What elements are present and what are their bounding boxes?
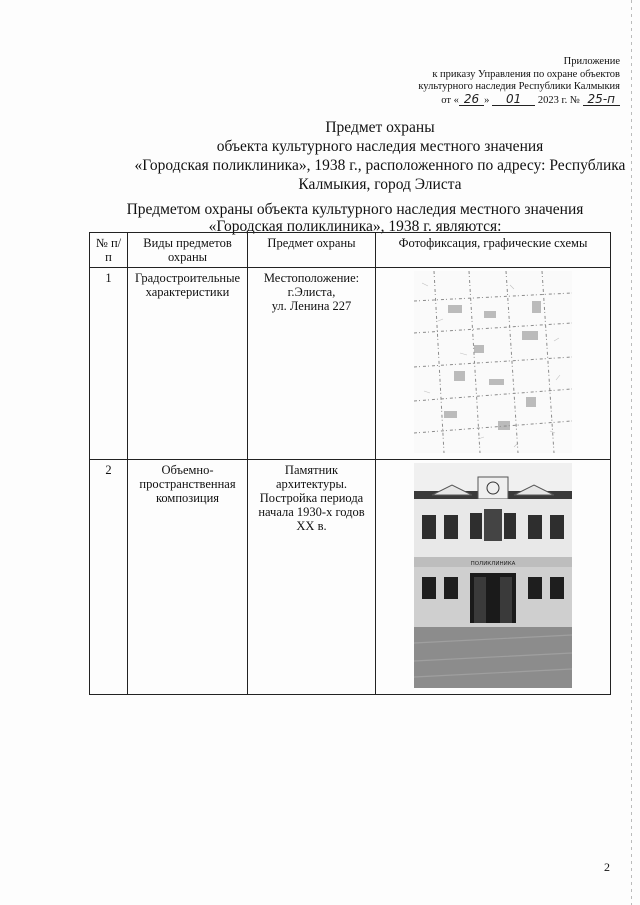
title-line: объекта культурного наследия местного значения (216, 138, 544, 155)
row-photo (376, 268, 611, 460)
table-header-row (90, 233, 611, 268)
row-kind: Объемно-пространственная композиция (128, 460, 248, 695)
row-num: 1 (90, 268, 128, 460)
protection-table (89, 232, 611, 695)
annex-line: Приложение (563, 56, 620, 67)
photo-sign: ПОЛИКЛИНИКА (470, 561, 516, 567)
date-month: 01 (492, 94, 535, 106)
title-line: «Городская поликлиника», 1938 г., расположенного по адресу: Республика (134, 157, 626, 174)
date-prefix: от « (441, 94, 459, 106)
title-line: Калмыкия, город Элиста (298, 176, 462, 193)
location-map-image (414, 271, 572, 453)
table-row (90, 268, 611, 460)
header-subject: Предмет охраны (248, 233, 376, 268)
row-subject (248, 268, 376, 460)
date-day: 26 (459, 94, 484, 106)
building-photo (414, 463, 572, 688)
header-photo: Фотофиксация, графические схемы (376, 233, 611, 268)
intro-line: Предметом охраны объекта культурного наследия местного значения (126, 201, 584, 218)
date-mid: » (484, 94, 490, 106)
table-row (90, 460, 611, 695)
title-line: Предмет охраны (325, 119, 435, 136)
intro-line: «Городская поликлиника», 1938 г. являются: (208, 218, 502, 235)
page-number: 2 (604, 860, 610, 874)
subject-line: ул. Ленина 227 (271, 299, 352, 313)
date-year: 2023 г. № (537, 94, 580, 106)
row-kind: Градостроительные характеристики (128, 268, 248, 460)
document-title (120, 118, 640, 194)
order-number: 25-п (583, 94, 620, 106)
annex-line: культурного наследия Республики Калмыкия (418, 81, 620, 92)
header-num: № п/п (90, 233, 128, 268)
intro-paragraph (90, 201, 620, 235)
annex-line: к приказу Управления по охране объектов (432, 68, 620, 80)
header-kind: Виды предметов охраны (128, 233, 248, 268)
subject-line: г.Элиста, (287, 285, 336, 299)
row-photo (376, 460, 611, 695)
annex-header (320, 56, 620, 107)
row-num: 2 (90, 460, 128, 695)
annex-date-line (320, 91, 620, 108)
row-subject: Памятник архитектуры. Постройка периода начала 1930-х годов ХХ в. (248, 460, 376, 695)
subject-line: Местоположение: (263, 271, 360, 285)
